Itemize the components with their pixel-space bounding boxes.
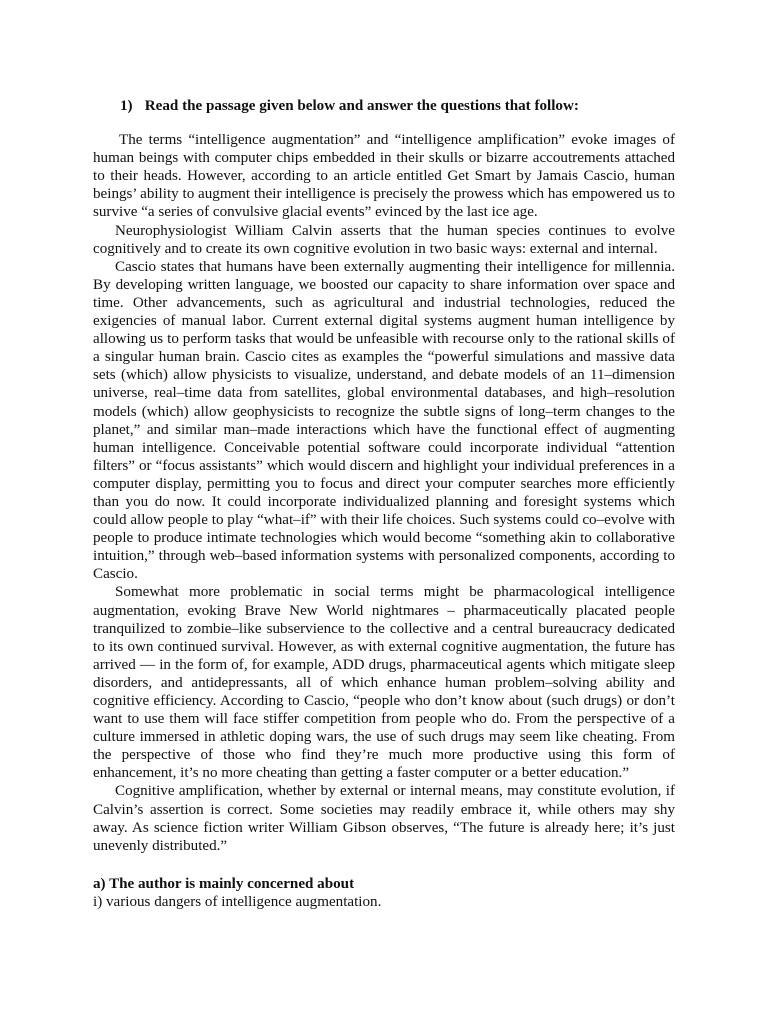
question-number: 1) — [120, 98, 133, 114]
sub-question-stem: a) The author is mainly concerned about — [93, 875, 355, 892]
question-instruction: Read the passage given below and answer the questions that follow: — [144, 98, 579, 114]
answer-option-1: i) various dangers of intelligence augmentation. — [93, 893, 382, 910]
passage-paragraph-1: The terms “intelligence augmentation” and “intelligence amplification” evoke images of human beings with computer chips embedded in their skulls or bizarre accoutrements attached to their heads. However, according to an article entitled Get Smart by Jamais Cascio, human beings’ ability to augment their intelligence is precisely the prowess which has empowered us to survive “a series of convulsive glacial events” evinced by the last ice age. — [93, 132, 675, 221]
passage-paragraph-3: Cascio states that humans have been externally augmenting their intelligence for millennia. By developing written language, we boosted our capacity to share information over space and time. Other advancements, such as agricultural and industrial technologies, reduced the exigencies of manual labor. Current external digital systems augment human intelligence by allowing us to perform tasks that would be unfeasible with recourse only to the rational skills of a singular human brain. Cascio cites as examples the “powerful simulations and massive data sets (which) allow physicists to visualize, understand, and debate models of an 11–dimension universe, real–time data from satellites, global environmental databases, and high–resolution models (which) allow geophysicists to recognize the subtle signs of long–term changes to the planet,” and similar man–made interactions which have the functional effect of augmenting human intelligence. Conceivable potential software could incorporate individual “attention filters” or “focus assistants” which would discern and highlight your individual preferences in a computer display, permitting you to focus and direct your computer searches more efficiently than you do now. It could incorporate individualized planning and foresight systems which could allow people to play “what–if” with their life choices. Such systems could co–evolve with people to produce intimate technologies which would become “something akin to collaborative intuition,” through web–based information systems with personalized components, according to Cascio. — [93, 258, 675, 583]
passage-paragraph-5: Cognitive amplification, whether by external or internal means, may constitute evolution, if Calvin’s assertion is correct. Some societies may readily embrace it, while others may shy away. As science fiction writer William Gibson observes, “The future is already here; it’s just unevenly distributed.” — [93, 783, 675, 854]
passage-paragraph-4: Somewhat more problematic in social terms might be pharmacological intelligence augmentation, evoking Brave New World nightmares – pharmaceutically placated people tranquilized to zombie–like subservience to the collective and a central bureaucracy dedicated to its own continued survival. However, as with external cognitive augmentation, the future has arrived — in the form of, for example, ADD drugs, pharmaceutical agents which mitigate sleep disorders, and antidepressants, all of which enhance human problem–solving ability and cognitive efficiency. According to Cascio, “people who don’t know about (such drugs) or don’t want to use them will face stiffer competition from people who do. From the perspective of a culture immersed in athletic doping wars, the use of such drugs may seem like cheating. From the perspective of those who find they’re much more productive using this form of enhancement, it’s no more cheating than getting a faster computer or a better education.” — [93, 584, 675, 782]
passage — [93, 131, 675, 855]
passage-paragraph-2: Neurophysiologist William Calvin asserts that the human species continues to evolve cognitively and to create its own cognitive evolution in two basic ways: external and internal. — [93, 222, 675, 257]
document-content — [93, 97, 675, 911]
question-heading — [93, 97, 675, 115]
